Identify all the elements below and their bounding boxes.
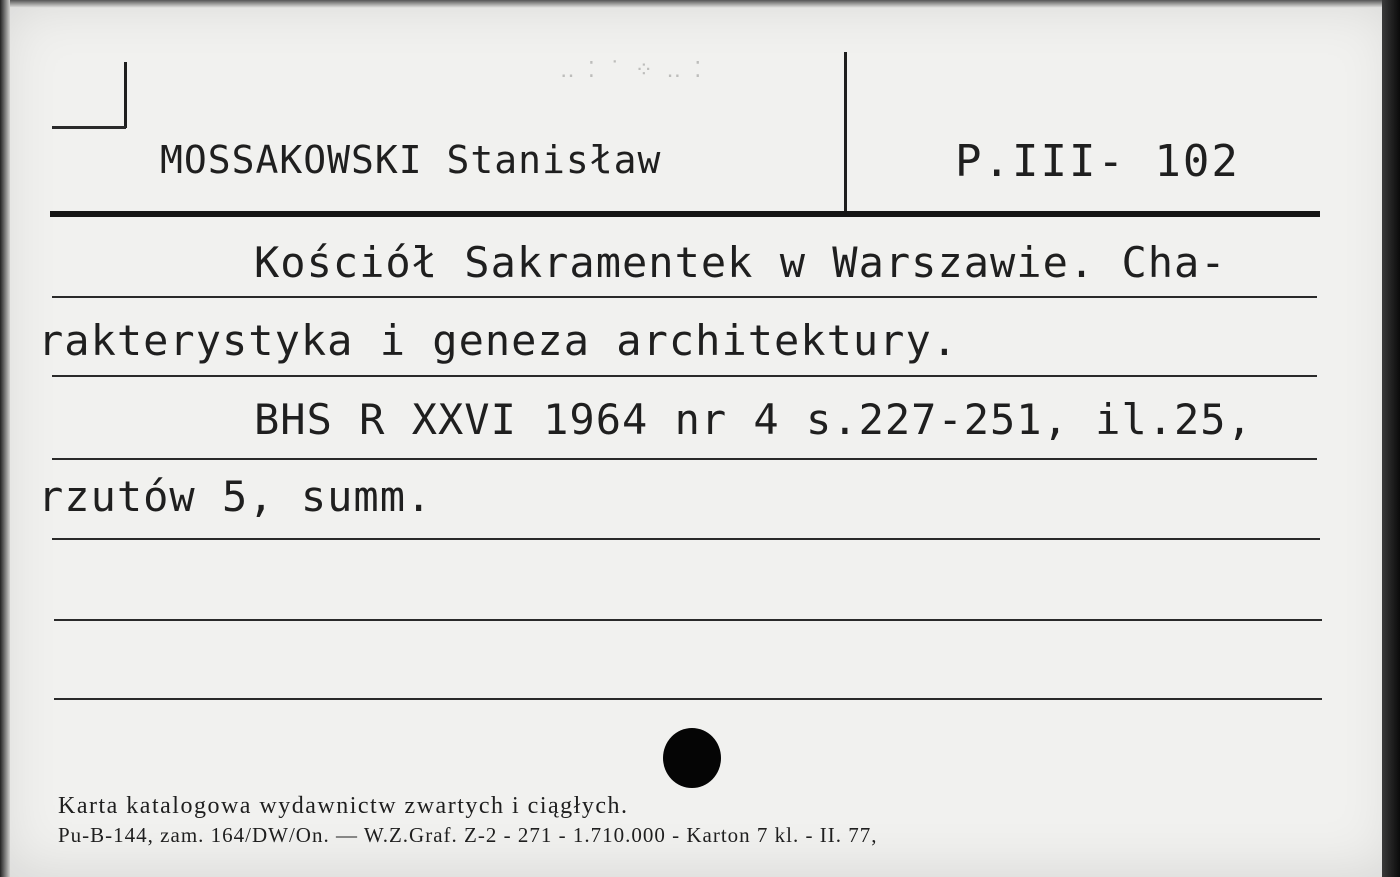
author-heading: MOSSAKOWSKI Stanisław	[160, 138, 662, 182]
punch-hole	[663, 728, 721, 788]
header-rule	[50, 211, 1320, 217]
corner-mark-vertical	[124, 62, 127, 128]
source-line-1: BHS R XXVI 1964 nr 4 s.227-251, il.25,	[254, 395, 1253, 444]
card-right-edge	[1382, 0, 1400, 877]
card-left-edge	[0, 0, 10, 877]
ruled-line-5	[54, 619, 1322, 621]
ruled-line-3	[52, 458, 1317, 460]
ruled-line-1	[52, 296, 1317, 298]
faded-stamp-mark: ‥ ⁚ ˙ ⁘ ‥ ⁚	[560, 58, 702, 83]
header-divider	[844, 52, 847, 212]
card-top-edge	[0, 0, 1400, 8]
footer-line-1: Karta katalogowa wydawnictw zwartych i ciągłych.	[58, 793, 629, 819]
ruled-line-2	[52, 375, 1317, 377]
title-line-1: Kościół Sakramentek w Warszawie. Cha-	[254, 238, 1227, 287]
source-line-2: rzutów 5, summ.	[38, 472, 433, 521]
ruled-line-6	[54, 698, 1322, 700]
footer-line-2: Pu-B-144, zam. 164/DW/On. — W.Z.Graf. Z-2 - 271 - 1.710.000 - Karton 7 kl. - II. 77,	[58, 823, 878, 847]
title-line-2: rakterystyka i geneza architektury.	[38, 316, 959, 365]
call-number: P.III- 102	[955, 136, 1240, 187]
corner-mark-horizontal	[52, 126, 126, 129]
ruled-line-4	[52, 538, 1320, 540]
